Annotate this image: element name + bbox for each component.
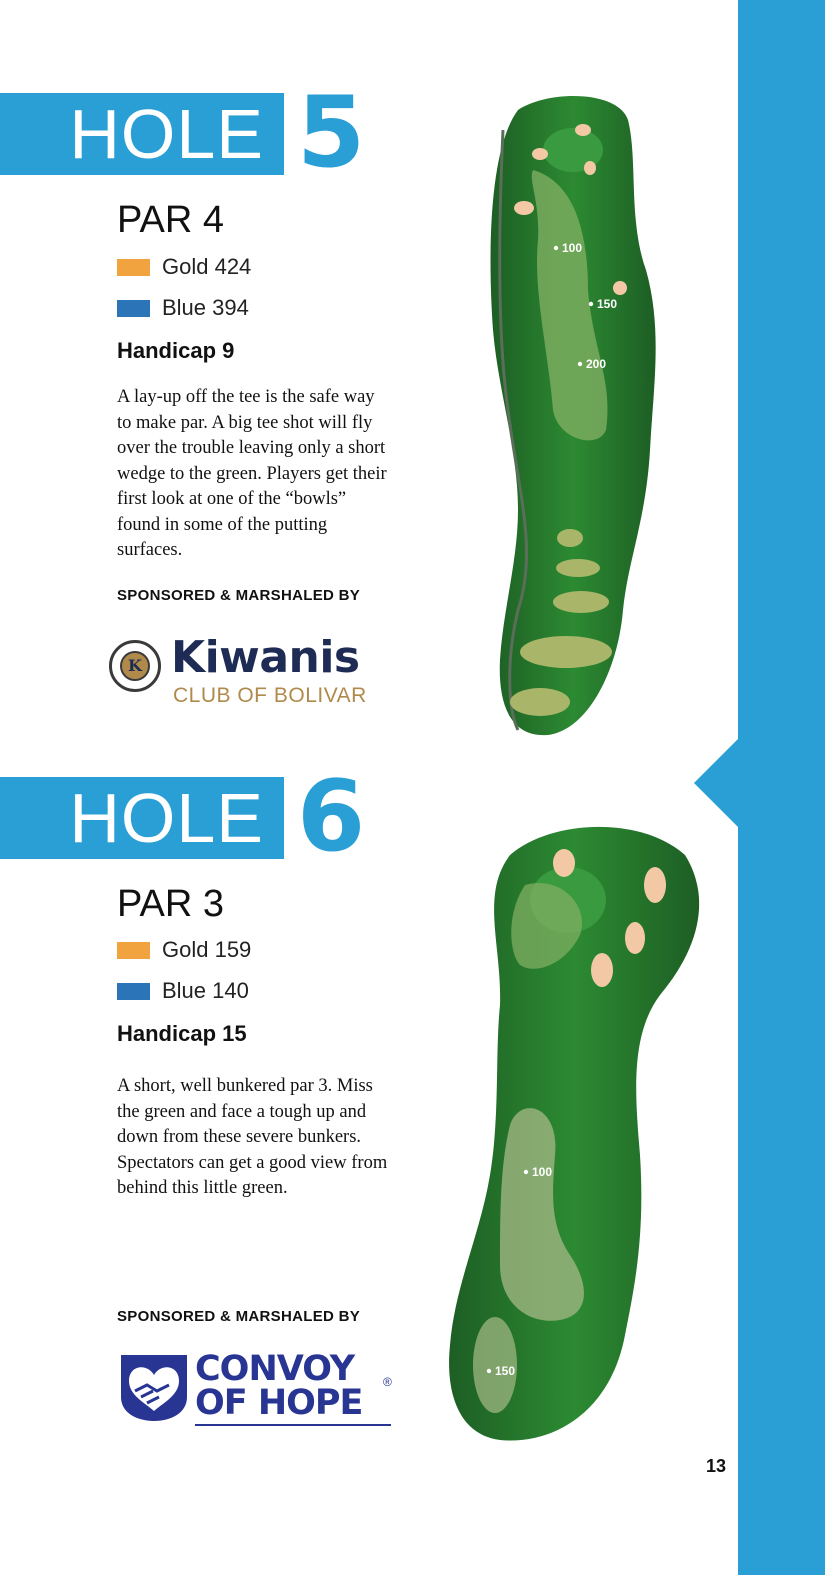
hole5-tee-blue — [117, 295, 249, 321]
convoy-underline — [195, 1424, 391, 1426]
tee-box — [557, 529, 583, 547]
kiwanis-wordmark: Kiwanis — [171, 632, 360, 683]
hole6-handicap: Handicap 15 — [117, 1021, 247, 1046]
hole6-sponsor-label: SPONSORED & MARSHALED BY — [117, 1308, 361, 1325]
hole6-word: HOLE — [69, 779, 264, 857]
yardage-dot — [554, 246, 558, 250]
yardage-100: 100 — [562, 241, 583, 255]
bunker — [644, 867, 666, 903]
tee-label: Gold 424 — [162, 254, 252, 279]
hole5-description: A lay-up off the tee is the safe way to make par. A big tee shot will fly over the trouble leaving only a short wedge to the green. Players get their first look at one of the “bowls” found in some of the putting surfaces. — [117, 387, 387, 560]
blue-tee-swatch — [117, 983, 150, 1000]
gold-tee-swatch — [117, 259, 150, 276]
hole6-tee-blue — [117, 978, 249, 1004]
tee-box — [556, 559, 600, 577]
bunker — [613, 281, 627, 295]
hole6-description: A short, well bunkered par 3. Miss the green and face a tough up and down from these severe bunkers. Spectators can get a good view from behind this little green. — [117, 1076, 388, 1198]
bunker — [584, 161, 596, 175]
yardage-dot — [589, 302, 593, 306]
yardage-dot — [487, 1369, 491, 1373]
kiwanis-logo — [109, 632, 389, 713]
yardage-dot — [524, 1170, 528, 1174]
yardage-150: 150 — [597, 297, 618, 311]
hole6-par: PAR 3 — [117, 883, 225, 925]
handshake-heart-icon — [117, 1351, 191, 1425]
hole5-sponsor-label: SPONSORED & MARSHALED BY — [117, 587, 361, 604]
yardage-100: 100 — [532, 1165, 553, 1179]
page-number: 13 — [706, 1456, 727, 1476]
bunker — [625, 922, 645, 954]
right-accent-bar — [738, 0, 825, 1575]
hole5-handicap: Handicap 9 — [117, 338, 235, 363]
bunker — [591, 953, 613, 987]
gold-tee-swatch — [117, 942, 150, 959]
yardage-200: 200 — [586, 357, 607, 371]
hole6-course-map — [440, 815, 705, 1450]
registered-mark: ® — [383, 1375, 392, 1389]
tee-label: Blue 394 — [162, 295, 249, 320]
bunker — [553, 849, 575, 877]
kiwanis-seal-icon — [109, 640, 161, 692]
convoy-of-hope-logo — [117, 1347, 397, 1432]
tee-box — [510, 688, 570, 716]
hole5-tee-gold — [117, 254, 251, 280]
tee-box — [520, 636, 612, 668]
hole5-course-map — [478, 90, 668, 740]
bunker — [575, 124, 591, 136]
hole6-banner — [0, 777, 284, 859]
hole5-number: 5 — [297, 76, 366, 190]
convoy-line1: CONVOY — [195, 1349, 355, 1389]
hole5-banner — [0, 93, 284, 175]
hole5-par: PAR 4 — [117, 199, 225, 241]
bunker — [514, 201, 534, 215]
kiwanis-seal-letter: K — [120, 651, 150, 681]
yardage-150: 150 — [495, 1364, 516, 1378]
blue-tee-swatch — [117, 300, 150, 317]
tee-box — [553, 591, 609, 613]
yardage-dot — [578, 362, 582, 366]
tee-label: Blue 140 — [162, 978, 249, 1003]
hole5-word: HOLE — [69, 95, 264, 173]
hole6-tee-gold — [117, 937, 251, 963]
convoy-line2: OF HOPE — [195, 1383, 363, 1423]
bunker — [532, 148, 548, 160]
hole6-number: 6 — [297, 760, 366, 874]
kiwanis-subtitle: CLUB OF BOLIVAR — [173, 684, 367, 707]
tee-label: Gold 159 — [162, 937, 252, 962]
